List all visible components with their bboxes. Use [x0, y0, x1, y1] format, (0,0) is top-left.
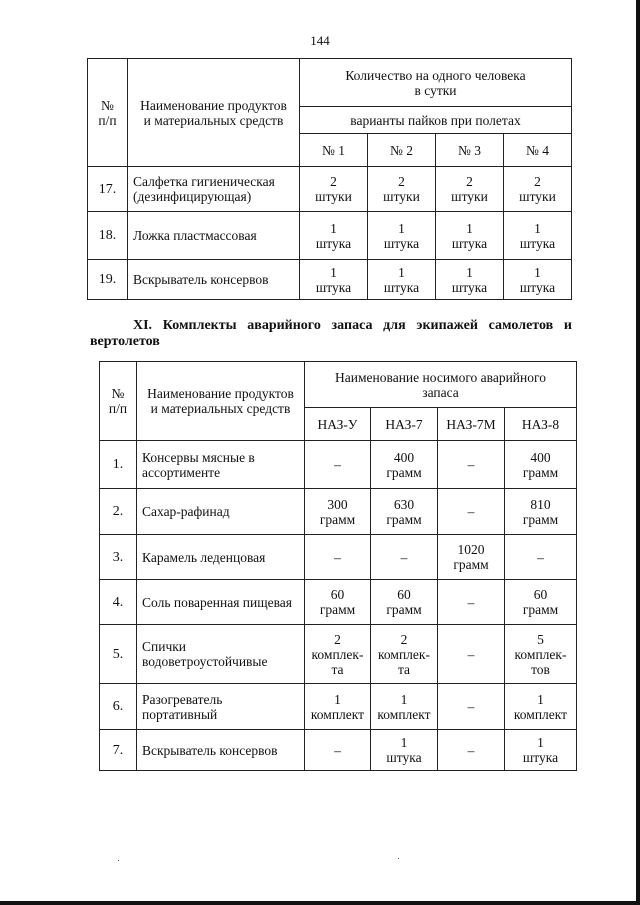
row-value: 1 штука — [505, 730, 577, 771]
row-value: 1020 грамм — [438, 535, 505, 580]
row-num: 6. — [100, 684, 137, 730]
row-num: 1. — [100, 441, 137, 489]
row-name: Разогреватель портативный — [137, 684, 305, 730]
row-value: 1 штука — [300, 260, 368, 300]
row-num: 4. — [100, 580, 137, 625]
row-value: – — [438, 684, 505, 730]
header-col: № 1 — [300, 134, 368, 167]
section-heading-line1: XI. Комплекты аварийного запаса для экипажей самолетов и — [133, 318, 572, 333]
row-value: 5 комплек- тов — [505, 625, 577, 684]
row-name: Соль поваренная пищевая — [137, 580, 305, 625]
table-row — [88, 260, 572, 300]
header-num: № п/п — [88, 59, 128, 167]
row-name: Спички водоветроустойчивые — [137, 625, 305, 684]
header-subgroup: варианты пайков при полетах — [300, 107, 572, 134]
row-value: 630 грамм — [371, 489, 438, 535]
row-name: Консервы мясные в ассортименте — [137, 441, 305, 489]
rations-table — [87, 58, 572, 300]
scan-speck — [398, 858, 399, 859]
row-value: 400 грамм — [505, 441, 577, 489]
header-group: Наименование носимого аварийного запаса — [305, 362, 577, 408]
row-value: 1 штука — [368, 260, 436, 300]
header-col: № 2 — [368, 134, 436, 167]
row-value: 2 штуки — [436, 167, 504, 212]
row-name: Сахар-рафинад — [137, 489, 305, 535]
row-num: 7. — [100, 730, 137, 771]
row-num: 18. — [88, 212, 128, 260]
header-col: НАЗ-7 — [371, 408, 438, 441]
row-num: 2. — [100, 489, 137, 535]
row-value: 1 штука — [300, 212, 368, 260]
row-value: 400 грамм — [371, 441, 438, 489]
row-value: – — [438, 625, 505, 684]
row-name: Салфетка гигиеническая (дезинфицирующая) — [128, 167, 300, 212]
row-value: – — [371, 535, 438, 580]
row-value: 810 грамм — [505, 489, 577, 535]
row-value: – — [438, 489, 505, 535]
row-value: – — [438, 730, 505, 771]
header-col: НАЗ-У — [305, 408, 371, 441]
row-name: Вскрыватель консервов — [128, 260, 300, 300]
row-value: 1 комплект — [371, 684, 438, 730]
table-row — [100, 730, 577, 771]
row-value: 1 штука — [436, 260, 504, 300]
row-value: 1 штука — [371, 730, 438, 771]
row-value: 2 комплек- та — [305, 625, 371, 684]
table-row — [100, 441, 577, 489]
row-num: 19. — [88, 260, 128, 300]
row-value: 2 комплек- та — [371, 625, 438, 684]
row-num: 5. — [100, 625, 137, 684]
row-value: 60 грамм — [505, 580, 577, 625]
page-number: 144 — [310, 33, 330, 48]
row-name: Вскрыватель консервов — [137, 730, 305, 771]
section-heading-line2: вертолетов — [90, 334, 160, 349]
row-value: 1 комплект — [305, 684, 371, 730]
row-value: 1 штука — [436, 212, 504, 260]
scan-speck — [118, 860, 119, 861]
row-value: – — [438, 580, 505, 625]
header-col: № 4 — [504, 134, 572, 167]
row-value: 1 штука — [504, 260, 572, 300]
row-value: – — [438, 441, 505, 489]
row-value: 2 штуки — [368, 167, 436, 212]
row-value: 1 штука — [368, 212, 436, 260]
row-value: – — [305, 535, 371, 580]
section-heading — [90, 318, 572, 350]
table-row — [100, 625, 577, 684]
emergency-kit-table — [99, 361, 577, 771]
header-name: Наименование продуктов и материальных средств — [128, 59, 300, 167]
table-row — [100, 489, 577, 535]
row-value: 2 штуки — [300, 167, 368, 212]
table-row — [88, 212, 572, 260]
table-row — [100, 580, 577, 625]
header-col: № 3 — [436, 134, 504, 167]
header-col: НАЗ-8 — [505, 408, 577, 441]
row-value: 1 комплект — [505, 684, 577, 730]
row-value: 300 грамм — [305, 489, 371, 535]
header-group: Количество на одного человека в сутки — [300, 59, 572, 107]
row-value: – — [305, 730, 371, 771]
row-name: Карамель леденцовая — [137, 535, 305, 580]
row-num: 17. — [88, 167, 128, 212]
row-value: 60 грамм — [371, 580, 438, 625]
header-col: НАЗ-7М — [438, 408, 505, 441]
row-num: 3. — [100, 535, 137, 580]
row-value: 60 грамм — [305, 580, 371, 625]
row-value: – — [305, 441, 371, 489]
row-value: 1 штука — [504, 212, 572, 260]
table-row — [100, 535, 577, 580]
row-value: 2 штуки — [504, 167, 572, 212]
table-row — [88, 167, 572, 212]
table-row — [100, 684, 577, 730]
header-name: Наименование продуктов и материальных средств — [137, 362, 305, 441]
row-name: Ложка пластмассовая — [128, 212, 300, 260]
row-value: – — [505, 535, 577, 580]
header-num: № п/п — [100, 362, 137, 441]
